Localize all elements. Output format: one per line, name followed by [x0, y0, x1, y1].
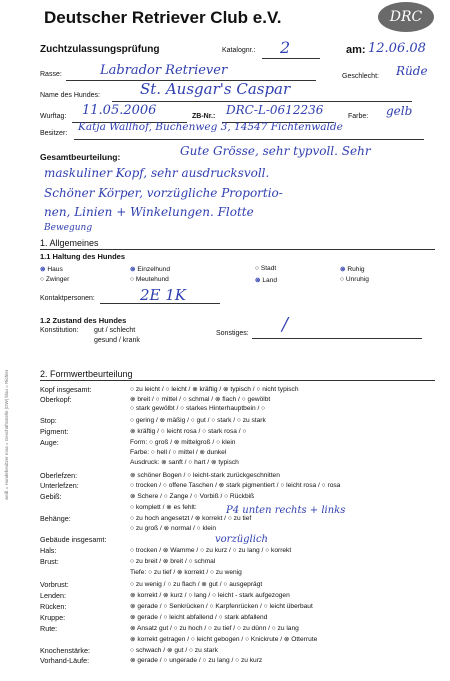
row-label: Kopf insgesamt: — [40, 385, 92, 394]
name-value[interactable]: St. Ausgar's Caspar — [140, 80, 291, 98]
row-options[interactable]: ⊗ kräftig / ○ leicht rosa / ○ stark rosa / ○ — [130, 428, 247, 435]
row-options[interactable]: ○ zu wenig / ○ zu flach / ⊗ gut / ○ ausgeprägt — [130, 581, 263, 588]
drc-logo: DRC — [378, 2, 434, 32]
row-options[interactable]: ○ zu leicht / ○ leicht / ⊗ kräftig / ⊗ typisch / ○ nicht typisch — [130, 386, 299, 393]
row-label: Kruppe: — [40, 613, 66, 622]
zb-label: ZB-Nr.: — [192, 113, 216, 120]
gesamt-line-5[interactable]: Bewegung — [44, 223, 93, 233]
copy-legend: weiß = Hundebesitzer rosa = Geschäftsstelle (DW) blau = Richter — [4, 369, 9, 500]
gesamt-line-2[interactable]: maskuliner Kopf, sehr ausdrucksvoll. — [44, 166, 270, 180]
row-options[interactable]: ○ zu breit / ⊗ breit / ○ schmal — [130, 558, 216, 565]
row-label: Vorbrust: — [40, 580, 69, 589]
row-options[interactable]: ⊗ korrekt / ⊗ kurz / ○ lang / ○ leicht - stark aufgezogen — [130, 592, 290, 599]
row-options[interactable]: ⊗ schöner Bogen / ○ leicht-stark zurückgeschnitten — [130, 472, 280, 479]
konst-1[interactable]: gut / schlecht — [94, 327, 136, 334]
farbe-value[interactable]: gelb — [386, 104, 413, 118]
rasse-value[interactable]: Labrador Retriever — [100, 63, 228, 78]
gebiss-note[interactable]: P4 unten rechts + links — [226, 505, 346, 516]
opt-stadt[interactable]: ○ Stadt — [255, 265, 277, 272]
sonst-slash: / — [282, 314, 289, 335]
row-options[interactable]: ○ trocken / ⊗ Wamme / ○ zu kurz / ○ zu lang / ○ korrekt — [130, 547, 292, 554]
row-options[interactable]: Ausdruck: ⊗ sanft / ○ hart / ⊗ typisch — [130, 459, 239, 466]
besitzer-label: Besitzer: — [40, 130, 68, 137]
row-label: Oberlefzen: — [40, 471, 78, 480]
row-label: Gebiß: — [40, 492, 62, 501]
row-options[interactable]: ○ gering / ⊗ mäßig / ○ gut / ○ stark / ○ zu stark — [130, 417, 266, 424]
row-options[interactable]: ⊗ Schere / ○ Zange / ○ Vorbiß / ○ Rückbiß — [130, 493, 255, 500]
besitzer-value[interactable]: Katja Wallhof, Buchenweg 3, 14547 Fichtenwalde — [78, 121, 343, 133]
row-options[interactable]: ⊗ gerade / ○ leicht abfallend / ○ stark abfallend — [130, 614, 268, 621]
gesamt-label: Gesamtbeurteilung: — [40, 152, 121, 162]
row-label: Lenden: — [40, 591, 66, 600]
row-options[interactable]: Farbe: ○ hell / ○ mittel / ⊗ dunkel — [130, 449, 227, 456]
row-options[interactable]: ⊗ korrekt getragen / ○ leicht gebogen / ○ Knickrute / ⊗ Otterrute — [130, 636, 318, 643]
sonst-label: Sonstiges: — [216, 330, 249, 337]
konst-2[interactable]: gesund / krank — [94, 337, 140, 344]
opt-zwinger[interactable]: ○ Zwinger — [40, 276, 70, 283]
row-options[interactable]: ○ schwach / ⊗ gut / ○ zu stark — [130, 647, 218, 654]
form-title: Zuchtzulassungsprüfung — [40, 44, 160, 55]
section-formwert: 2. Formwertbeurteilung — [40, 369, 133, 379]
gesamt-line-4[interactable]: nen, Linien + Winkelungen. Flotte — [44, 205, 254, 219]
row-label: Rücken: — [40, 602, 67, 611]
gebaeude-value[interactable]: vorzüglich — [215, 534, 268, 545]
row-label: Hals: — [40, 546, 57, 555]
row-label: Vorhand-Läufe: — [40, 656, 90, 665]
section-allgemeines: 1. Allgemeines — [40, 238, 99, 248]
opt-land[interactable]: ⊗ Land — [255, 277, 278, 284]
am-label: am: — [346, 44, 366, 56]
row-label: Stop: — [40, 416, 57, 425]
row-label: Brust: — [40, 557, 59, 566]
kontakt-value[interactable]: 2E 1K — [140, 286, 187, 304]
row-label: Knochenstärke: — [40, 646, 90, 655]
gesamt-line-3[interactable]: Schöner Körper, vorzügliche Proportio- — [44, 186, 283, 200]
wurftag-value[interactable]: 11.05.2006 — [82, 103, 157, 118]
opt-einzelhund[interactable]: ⊗ Einzelhund — [130, 266, 171, 273]
gesamt-line-1[interactable]: Gute Grösse, sehr typvoll. Sehr — [180, 144, 371, 158]
row-options[interactable]: Form: ○ groß / ⊗ mittelgroß / ○ klein — [130, 439, 236, 446]
row-label: Unterlefzen: — [40, 481, 79, 490]
row-options[interactable]: ⊗ breit / ○ mittel / ○ schmal / ⊗ flach / ○ gewölbt — [130, 396, 271, 403]
opt-ruhig[interactable]: ⊗ Ruhig — [340, 266, 365, 273]
row-options[interactable]: ○ trocken / ○ offene Taschen / ⊗ stark pigmentiert / ○ leicht rosa / ○ rosa — [130, 482, 341, 489]
row-options[interactable]: ○ zu hoch angesetzt / ⊗ korrekt / ○ zu tief — [130, 515, 252, 522]
wurftag-label: Wurftag: — [40, 113, 67, 120]
row-options[interactable]: ⊗ gerade / ○ ungerade / ○ zu lang / ○ zu kurz — [130, 657, 263, 664]
farbe-label: Farbe: — [348, 113, 369, 120]
kontakt-label: Kontaktpersonen: — [40, 295, 95, 302]
row-label: Rute: — [40, 624, 58, 633]
row-label: Oberkopf: — [40, 395, 72, 404]
haltung-heading: 1.1 Haltung des Hundes — [40, 252, 126, 261]
opt-haus[interactable]: ⊗ Haus — [40, 266, 63, 273]
geschlecht-label: Geschlecht: — [342, 73, 379, 80]
opt-unruhig[interactable]: ○ Unruhig — [340, 276, 369, 283]
row-options[interactable]: Tiefe: ○ zu tief / ⊗ korrekt / ○ zu wenig — [130, 569, 242, 576]
name-label: Name des Hundes: — [40, 92, 100, 99]
rasse-label: Rasse: — [40, 71, 62, 78]
row-label: Gebäude insgesamt: — [40, 535, 107, 544]
geschlecht-value[interactable]: Rüde — [396, 64, 428, 78]
row-label: Behänge: — [40, 514, 71, 523]
row-options[interactable]: ⊗ gerade / ○ Senkrücken / ○ Karpfenrücken / ○ leicht überbaut — [130, 603, 313, 610]
row-options[interactable]: ○ zu groß / ⊗ normal / ○ klein — [130, 525, 217, 532]
katalog-label: Katalognr.: — [222, 47, 256, 54]
club-name: Deutscher Retriever Club e.V. — [44, 8, 282, 27]
opt-meutehund[interactable]: ○ Meutehund — [130, 276, 169, 283]
zustand-heading: 1.2 Zustand des Hundes — [40, 316, 127, 325]
row-options[interactable]: ⊗ Ansatz gut / ○ zu hoch / ○ zu tief / ○ zu dünn / ○ zu lang — [130, 625, 299, 632]
konst-label: Konstitution: — [40, 327, 79, 334]
zb-value[interactable]: DRC-L-0612236 — [226, 103, 324, 117]
row-label: Auge: — [40, 438, 59, 447]
row-label: Pigment: — [40, 427, 69, 436]
am-value[interactable]: 12.06.08 — [368, 41, 426, 56]
katalog-value[interactable]: 2 — [280, 38, 291, 57]
row-options[interactable]: ○ komplett / ⊗ es fehlt: — [130, 504, 197, 511]
row-options[interactable]: ○ stark gewölbt / ○ starkes Hinterhauptbein / ○ — [130, 405, 266, 412]
